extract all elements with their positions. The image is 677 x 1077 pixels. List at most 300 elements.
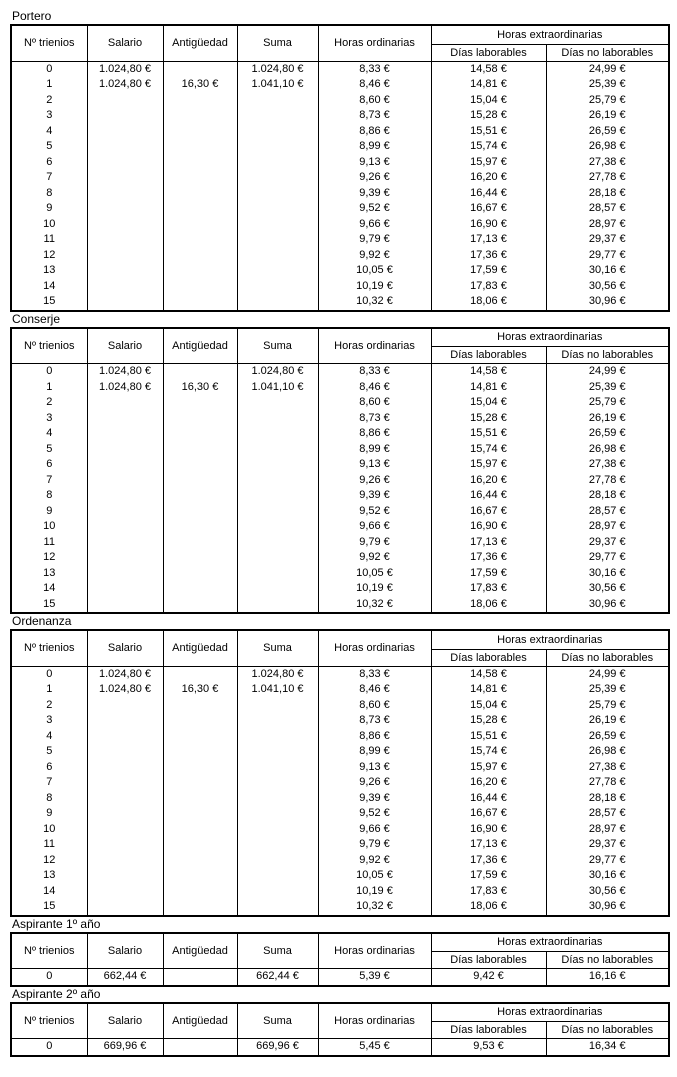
section-conserje [10,312,668,615]
table-cell: 9,92 € [318,248,431,264]
table-cell [163,473,237,489]
table-cell: 10,05 € [318,263,431,279]
table-cell: 10,32 € [318,899,431,916]
table-cell [237,868,318,884]
table-cell: 28,57 € [546,504,669,520]
table-cell [237,395,318,411]
table-cell: 4 [11,426,87,442]
column-header-salario: Salario [87,933,163,969]
table-cell [237,93,318,109]
table-cell: 29,77 € [546,853,669,869]
table-cell: 0 [11,364,87,380]
table-cell: 29,37 € [546,837,669,853]
table-cell [87,217,163,233]
table-cell [237,457,318,473]
table-cell: 25,79 € [546,93,669,109]
column-header-horas-ordinarias: Horas ordinarias [318,1003,431,1039]
table-cell [163,93,237,109]
table-row [11,170,669,186]
table-cell: 29,37 € [546,232,669,248]
table-cell: 26,59 € [546,124,669,140]
table-cell [237,729,318,745]
table-cell [163,155,237,171]
table-cell: 16,20 € [431,775,546,791]
table-cell: 11 [11,837,87,853]
table-cell: 28,57 € [546,806,669,822]
table-cell: 15,97 € [431,457,546,473]
table-row [11,1039,669,1056]
table-cell [87,279,163,295]
table-cell: 1.024,80 € [87,666,163,682]
table-cell: 9,26 € [318,775,431,791]
table-cell: 26,19 € [546,108,669,124]
table-cell: 12 [11,853,87,869]
table-cell: 30,16 € [546,566,669,582]
table-cell: 16,30 € [163,380,237,396]
column-header-horas-extraordinarias: Horas extraordinarias [431,630,669,649]
table-cell: 2 [11,698,87,714]
table-row [11,682,669,698]
table-row [11,566,669,582]
table-cell: 28,18 € [546,791,669,807]
table-cell: 13 [11,868,87,884]
table-row [11,248,669,264]
column-header-dias-laborables: Días laborables [431,952,546,969]
section-aspirante-2 [10,987,668,1057]
table-cell: 12 [11,550,87,566]
table-cell: 16,44 € [431,186,546,202]
column-header-dias-laborables: Días laborables [431,44,546,61]
table-cell: 8,86 € [318,124,431,140]
table-cell [87,884,163,900]
table-row [11,899,669,916]
table-cell [237,217,318,233]
table-cell: 18,06 € [431,294,546,311]
table-cell: 9,92 € [318,550,431,566]
table-cell: 4 [11,124,87,140]
table-cell: 16,30 € [163,682,237,698]
table-cell: 29,77 € [546,550,669,566]
table-cell [163,457,237,473]
table-cell: 8,99 € [318,442,431,458]
table-cell [237,822,318,838]
table-cell: 669,96 € [87,1039,163,1056]
column-header-suma: Suma [237,630,318,666]
table-cell: 1.041,10 € [237,77,318,93]
table-cell [237,597,318,614]
table-cell [163,666,237,682]
column-header-antiguedad: Antigüedad [163,630,237,666]
table-cell: 13 [11,263,87,279]
table-cell [163,519,237,535]
table-cell: 30,56 € [546,581,669,597]
section-ordenanza [10,614,668,917]
table-cell: 1 [11,380,87,396]
table-cell: 17,83 € [431,884,546,900]
table-cell [163,853,237,869]
table-cell: 1.024,80 € [237,364,318,380]
table-cell [87,93,163,109]
table-cell [87,899,163,916]
table-cell: 28,97 € [546,822,669,838]
table-cell: 9,39 € [318,488,431,504]
table-cell: 28,57 € [546,201,669,217]
table-row [11,969,669,986]
table-cell: 1 [11,682,87,698]
table-cell: 14 [11,581,87,597]
column-header-salario: Salario [87,630,163,666]
table-row [11,217,669,233]
table-cell: 28,97 € [546,217,669,233]
table-cell: 9,66 € [318,519,431,535]
table-cell: 12 [11,248,87,264]
table-cell [237,124,318,140]
table-cell: 9 [11,806,87,822]
table-cell [237,504,318,520]
table-cell: 27,38 € [546,760,669,776]
table-cell: 15,74 € [431,442,546,458]
table-row [11,868,669,884]
table-cell: 9,39 € [318,791,431,807]
table-row [11,61,669,77]
table-row [11,597,669,614]
table-cell [163,806,237,822]
table-cell [163,775,237,791]
table-cell: 8,99 € [318,139,431,155]
table-cell [87,806,163,822]
table-cell: 10,19 € [318,884,431,900]
table-cell [163,294,237,311]
table-cell [163,232,237,248]
table-cell: 8,86 € [318,426,431,442]
table-cell: 14,81 € [431,380,546,396]
table-body-ordenanza [11,666,669,916]
table-cell: 8,86 € [318,729,431,745]
table-cell: 26,19 € [546,411,669,427]
table-body-conserje [11,364,669,614]
table-cell [87,139,163,155]
table-row [11,139,669,155]
table-cell [237,884,318,900]
table-cell [163,760,237,776]
column-header-dias-no-laborables: Días no laborables [546,347,669,364]
table-cell [87,473,163,489]
section-portero [10,9,668,312]
section-title-conserje: Conserje [12,311,61,326]
table-cell [87,535,163,551]
table-cell [237,535,318,551]
table-row [11,488,669,504]
table-cell: 4 [11,729,87,745]
table-cell [87,581,163,597]
table-row [11,666,669,682]
table-cell: 9,79 € [318,232,431,248]
table-body-aspirante-2 [11,1039,669,1056]
table-cell: 29,77 € [546,248,669,264]
table-cell [237,411,318,427]
column-header-dias-no-laborables: Días no laborables [546,952,669,969]
table-cell: 26,98 € [546,139,669,155]
table-cell: 15 [11,899,87,916]
table-cell: 6 [11,760,87,776]
table-cell [87,263,163,279]
table-cell: 15,28 € [431,411,546,427]
table-cell [163,566,237,582]
table-cell: 9,52 € [318,504,431,520]
table-cell [237,519,318,535]
table-cell: 9,52 € [318,201,431,217]
table-cell: 16,67 € [431,201,546,217]
table-cell: 16,90 € [431,217,546,233]
table-cell [237,473,318,489]
table-cell: 662,44 € [87,969,163,986]
table-cell: 1.024,80 € [237,666,318,682]
table-cell: 9,26 € [318,473,431,489]
table-row [11,232,669,248]
table-cell [237,232,318,248]
column-header-salario: Salario [87,25,163,61]
table-cell: 9,79 € [318,837,431,853]
table-cell [163,744,237,760]
table-cell: 5,45 € [318,1039,431,1056]
table-row [11,124,669,140]
table-cell [87,442,163,458]
column-header-suma: Suma [237,933,318,969]
table-cell [87,760,163,776]
table-cell: 11 [11,535,87,551]
column-header-antiguedad: Antigüedad [163,25,237,61]
table-cell: 9,13 € [318,457,431,473]
table-cell: 15,04 € [431,93,546,109]
table-cell: 14,58 € [431,666,546,682]
table-cell: 5 [11,744,87,760]
section-title-portero: Portero [12,9,52,23]
column-header-dias-no-laborables: Días no laborables [546,649,669,666]
table-cell: 8,60 € [318,395,431,411]
table-cell: 3 [11,713,87,729]
table-body-aspirante-1 [11,969,669,986]
table-cell: 0 [11,666,87,682]
table-cell: 27,78 € [546,170,669,186]
table-cell [87,744,163,760]
table-cell: 9,66 € [318,822,431,838]
table-cell [237,108,318,124]
table-cell: 18,06 € [431,597,546,614]
table-cell: 7 [11,775,87,791]
table-cell [237,139,318,155]
column-header-salario: Salario [87,328,163,364]
table-cell [237,279,318,295]
column-header-suma: Suma [237,1003,318,1039]
table-cell: 24,99 € [546,666,669,682]
table-cell [87,566,163,582]
table-cell: 16,67 € [431,504,546,520]
table-cell [163,969,237,986]
table-cell: 14,58 € [431,61,546,77]
table-cell: 8,33 € [318,364,431,380]
table-cell [87,597,163,614]
table-cell: 18,06 € [431,899,546,916]
column-header-horas-ordinarias: Horas ordinarias [318,25,431,61]
section-title-aspirante-1: Aspirante 1º año [12,916,101,931]
table-row [11,442,669,458]
table-cell: 8,46 € [318,682,431,698]
table-row [11,395,669,411]
table-cell: 6 [11,457,87,473]
table-cell: 10,05 € [318,566,431,582]
column-header-trienios: Nº trienios [11,328,87,364]
table-row [11,853,669,869]
table-cell: 10,32 € [318,597,431,614]
table-row [11,760,669,776]
table-cell [87,868,163,884]
column-header-antiguedad: Antigüedad [163,328,237,364]
table-cell: 16,67 € [431,806,546,822]
table-cell [163,263,237,279]
table-cell [163,868,237,884]
table-cell: 30,96 € [546,597,669,614]
column-header-dias-laborables: Días laborables [431,347,546,364]
table-cell: 9,52 € [318,806,431,822]
table-cell: 15,28 € [431,108,546,124]
table-cell [163,364,237,380]
table-cell: 17,36 € [431,550,546,566]
section-title-aspirante-2: Aspirante 2º año [12,986,101,1001]
column-header-horas-extraordinarias: Horas extraordinarias [431,1003,669,1022]
table-cell: 1.024,80 € [87,380,163,396]
table-cell [237,442,318,458]
table-cell: 26,59 € [546,729,669,745]
table-cell [163,411,237,427]
table-row [11,294,669,311]
column-header-horas-ordinarias: Horas ordinarias [318,933,431,969]
table-cell: 7 [11,473,87,489]
table-cell: 15,97 € [431,760,546,776]
table-cell: 14 [11,884,87,900]
table-cell [163,108,237,124]
table-row [11,504,669,520]
table-cell [163,713,237,729]
table-cell: 2 [11,395,87,411]
column-header-horas-ordinarias: Horas ordinarias [318,630,431,666]
table-row [11,806,669,822]
table-cell: 15 [11,294,87,311]
table-cell: 9,92 € [318,853,431,869]
table-cell [163,729,237,745]
table-row [11,744,669,760]
table-cell: 27,38 € [546,155,669,171]
table-cell [237,263,318,279]
table-cell: 16,44 € [431,791,546,807]
table-cell: 0 [11,969,87,986]
table-cell [87,232,163,248]
table-cell: 1.024,80 € [87,682,163,698]
table-cell: 1.024,80 € [87,77,163,93]
table-cell: 8,60 € [318,698,431,714]
table-cell: 16,30 € [163,77,237,93]
table-row [11,535,669,551]
table-cell: 8,73 € [318,108,431,124]
table-cell: 10 [11,217,87,233]
table-row [11,279,669,295]
table-cell [237,806,318,822]
table-cell [237,744,318,760]
table-cell [87,775,163,791]
table-cell [237,899,318,916]
table-cell: 3 [11,411,87,427]
table-row [11,791,669,807]
table-cell [163,139,237,155]
table-cell: 17,13 € [431,535,546,551]
table-cell: 17,13 € [431,837,546,853]
table-cell: 14,81 € [431,682,546,698]
table-cell: 1.024,80 € [87,61,163,77]
table-row [11,411,669,427]
table-cell: 1.024,80 € [237,61,318,77]
table-row [11,201,669,217]
table-cell: 17,59 € [431,566,546,582]
table-row [11,837,669,853]
table-row [11,729,669,745]
section-title-ordenanza: Ordenanza [12,614,72,628]
table-cell: 26,98 € [546,442,669,458]
table-cell: 16,34 € [546,1039,669,1056]
table-cell: 10,19 € [318,581,431,597]
table-cell [87,426,163,442]
table-cell [237,566,318,582]
table-row [11,186,669,202]
column-header-dias-laborables: Días laborables [431,1022,546,1039]
table-cell [87,822,163,838]
table-cell: 9,13 € [318,155,431,171]
table-cell [237,713,318,729]
table-cell [87,201,163,217]
table-cell [237,294,318,311]
table-cell: 25,39 € [546,682,669,698]
table-cell: 9,26 € [318,170,431,186]
table-cell: 17,13 € [431,232,546,248]
salary-table-aspirante-1 [10,932,670,987]
table-cell [163,426,237,442]
table-cell [237,698,318,714]
table-cell [87,519,163,535]
table-cell: 25,79 € [546,395,669,411]
table-cell: 17,83 € [431,581,546,597]
column-header-trienios: Nº trienios [11,1003,87,1039]
table-cell: 17,36 € [431,853,546,869]
table-row [11,550,669,566]
table-cell: 15,51 € [431,124,546,140]
table-cell: 10,05 € [318,868,431,884]
table-cell [87,698,163,714]
table-cell [163,217,237,233]
table-cell: 10,32 € [318,294,431,311]
table-cell [87,108,163,124]
column-header-trienios: Nº trienios [11,25,87,61]
table-cell [87,186,163,202]
table-cell: 15,51 € [431,729,546,745]
table-cell: 15 [11,597,87,614]
table-cell: 3 [11,108,87,124]
table-cell: 9,79 € [318,535,431,551]
table-cell: 28,18 € [546,186,669,202]
table-cell [237,170,318,186]
table-cell: 15,28 € [431,713,546,729]
table-cell: 8 [11,488,87,504]
column-header-trienios: Nº trienios [11,630,87,666]
table-cell: 15,74 € [431,744,546,760]
table-cell [163,581,237,597]
